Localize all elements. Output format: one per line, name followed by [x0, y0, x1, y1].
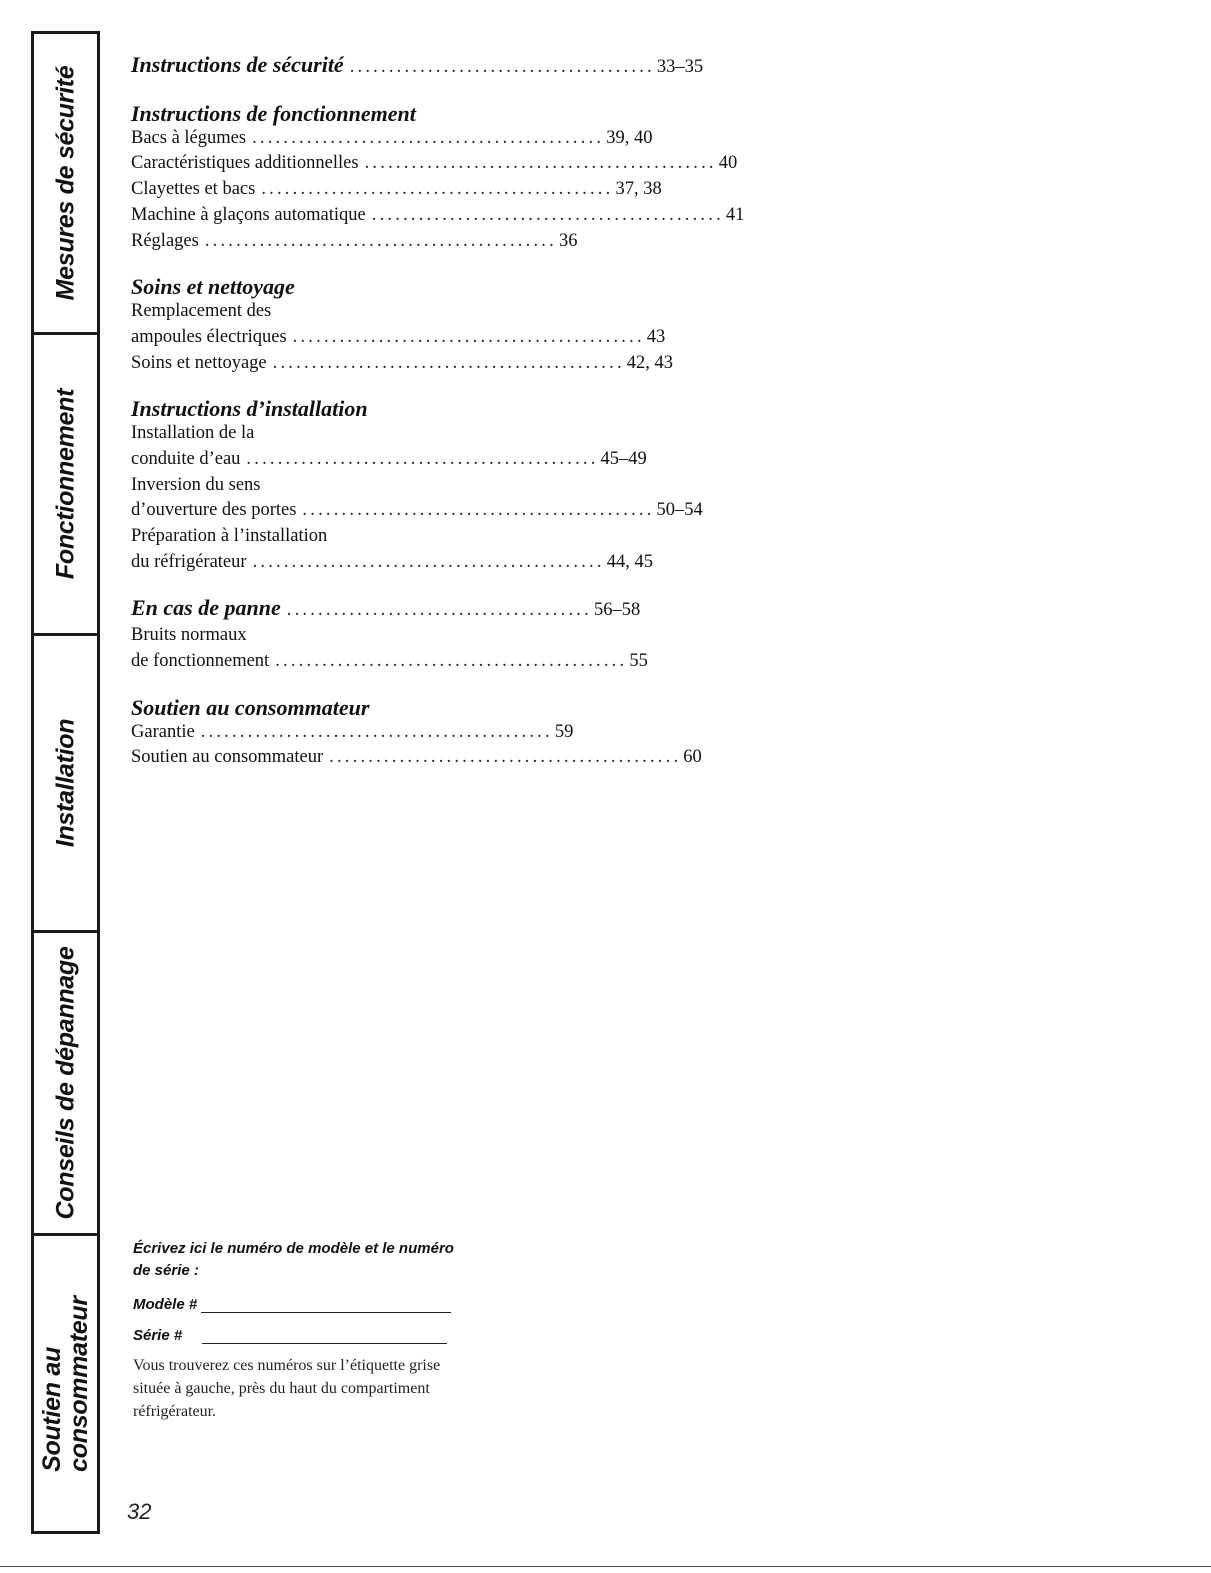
model-field — [133, 1296, 493, 1313]
page-ref: 44, 45 — [606, 551, 653, 572]
page-ref: 59 — [554, 721, 574, 742]
page-ref: 37, 38 — [615, 179, 662, 200]
toc-section-support — [131, 694, 702, 771]
tab-label: Mesures de sécurité — [51, 65, 79, 301]
page-ref: 39, 40 — [606, 127, 653, 148]
tab-fonctionnement[interactable] — [34, 335, 97, 636]
model-serial-form — [133, 1238, 493, 1423]
section-title: Instructions d’installation — [131, 396, 368, 422]
entry-label: Installation de la — [131, 423, 255, 444]
toc-entry-line — [131, 623, 511, 649]
entry-label: du réfrigérateur — [131, 551, 247, 572]
leader-dots: ....................................... — [286, 599, 592, 620]
entry-label: Machine à glaçons automatique — [131, 204, 366, 225]
toc-entry[interactable] — [131, 151, 738, 177]
model-input-line[interactable] — [201, 1296, 451, 1313]
tab-mesures-de-securite[interactable] — [34, 34, 97, 335]
toc-section-installation — [131, 395, 703, 575]
leader-dots: ............................................. — [252, 127, 605, 148]
toc-entry[interactable] — [131, 52, 704, 81]
toc-entry-line — [131, 421, 511, 447]
toc-entry[interactable] — [131, 325, 666, 351]
toc-entry[interactable] — [131, 177, 662, 203]
leader-dots: ............................................. — [275, 650, 628, 671]
page-ref: 36 — [558, 230, 578, 251]
page-ref: 40 — [718, 153, 738, 174]
leader-dots: ....................................... — [349, 57, 655, 77]
serial-field — [133, 1327, 493, 1344]
section-title: Soins et nettoyage — [131, 274, 295, 300]
section-title: En cas de panne — [131, 594, 281, 620]
leader-dots: ............................................. — [204, 230, 557, 251]
toc-entry[interactable] — [131, 203, 745, 229]
tab-label: Installation — [51, 718, 79, 848]
toc-entry-line — [131, 524, 511, 550]
serial-input-line[interactable] — [202, 1327, 447, 1344]
section-title: Instructions de sécurité — [131, 52, 344, 77]
section-title: Instructions de fonctionnement — [131, 100, 416, 126]
section-title: Soutien au consommateur — [131, 694, 370, 720]
tab-label: Soutien au consommateur — [37, 1295, 93, 1472]
toc-entry[interactable] — [131, 126, 653, 152]
entry-label: Clayettes et bacs — [131, 179, 256, 200]
table-of-contents — [131, 52, 745, 790]
entry-label: Préparation à l’installation — [131, 526, 328, 547]
leader-dots: ............................................. — [329, 747, 682, 768]
entry-label: d’ouverture des portes — [131, 500, 297, 521]
leader-dots: ............................................. — [246, 449, 599, 470]
leader-dots: ............................................. — [272, 352, 625, 373]
model-label: Modèle # — [133, 1296, 198, 1313]
tab-label: Fonctionnement — [51, 388, 79, 580]
form-heading: Écrivez ici le numéro de modèle et le numéro de série : — [133, 1240, 454, 1279]
toc-section-safety — [131, 52, 704, 81]
entry-label: de fonctionnement — [131, 650, 270, 671]
toc-entry-line — [131, 473, 511, 499]
toc-entry[interactable] — [131, 351, 674, 377]
page-ref: 56–58 — [593, 599, 641, 620]
entry-label: ampoules électriques — [131, 326, 287, 347]
section-tabs — [31, 31, 100, 1534]
toc-section-operating — [131, 100, 745, 255]
page-ref: 55 — [629, 650, 648, 671]
entry-label: Soins et nettoyage — [131, 352, 267, 373]
leader-dots: ............................................. — [252, 551, 605, 572]
entry-label: conduite d’eau — [131, 449, 241, 470]
serial-label: Série # — [133, 1327, 183, 1344]
page-ref: 60 — [683, 747, 702, 768]
page-ref: 50–54 — [656, 500, 703, 521]
toc-entry[interactable] — [131, 550, 653, 576]
toc-entry[interactable] — [131, 498, 703, 524]
page-ref: 33–35 — [656, 57, 704, 77]
form-note: Vous trouverez ces numéros sur l’étiquette grise située à gauche, près du haut du compartiment réfrigérateur. — [133, 1357, 441, 1420]
entry-label: Caractéristiques additionnelles — [131, 153, 359, 174]
page-ref: 41 — [725, 204, 745, 225]
toc-section-care — [131, 273, 674, 376]
page-ref: 45–49 — [600, 449, 647, 470]
page-ref: 42, 43 — [626, 352, 674, 373]
tab-installation[interactable] — [34, 636, 97, 933]
leader-dots: ............................................. — [200, 721, 553, 742]
entry-label: Bacs à légumes — [131, 127, 247, 148]
leader-dots: ............................................. — [371, 204, 724, 225]
toc-entry[interactable] — [131, 649, 648, 675]
toc-entry[interactable] — [131, 720, 574, 746]
entry-label: Garantie — [131, 721, 195, 742]
page-ref: 43 — [646, 326, 666, 347]
toc-entry-line — [131, 299, 511, 325]
toc-entry[interactable] — [131, 594, 641, 624]
tab-conseils-de-depannage[interactable] — [34, 933, 97, 1236]
leader-dots: ............................................. — [302, 500, 655, 521]
toc-entry[interactable] — [131, 447, 647, 473]
leader-dots: ............................................. — [364, 153, 717, 174]
page-number: 32 — [127, 1499, 152, 1524]
entry-label: Inversion du sens — [131, 474, 261, 495]
entry-label: Soutien au consommateur — [131, 747, 324, 768]
entry-label: Réglages — [131, 230, 199, 251]
toc-entry[interactable] — [131, 229, 578, 255]
page-divider — [0, 1566, 1211, 1567]
leader-dots: ............................................. — [261, 179, 614, 200]
toc-entry[interactable] — [131, 745, 702, 771]
entry-label: Bruits normaux — [131, 625, 247, 646]
leader-dots: ............................................. — [292, 326, 645, 347]
toc-section-trouble — [131, 594, 648, 675]
entry-label: Remplacement des — [131, 301, 272, 322]
tab-label: Conseils de dépannage — [51, 946, 79, 1220]
tab-soutien-au-consommateur[interactable] — [34, 1236, 97, 1531]
